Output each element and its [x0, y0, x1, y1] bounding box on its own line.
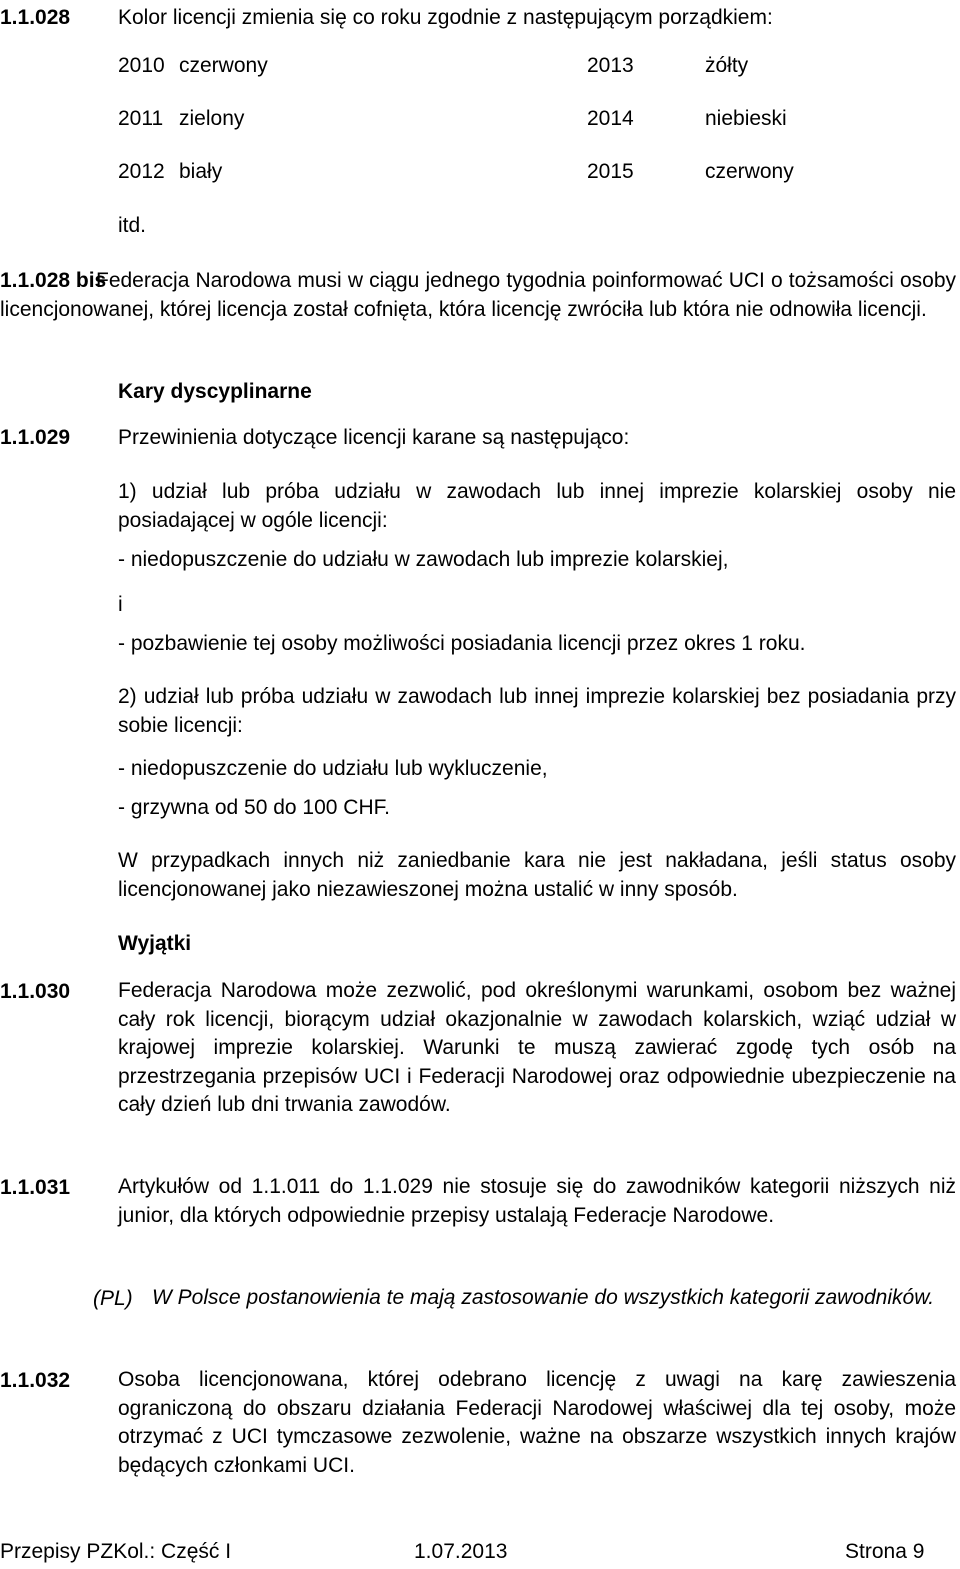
- color-year: 2012: [118, 160, 165, 183]
- color-year: 2010: [118, 54, 165, 77]
- article-number-1032: 1.1.032: [0, 1369, 71, 1392]
- article-number-1031: 1.1.031: [0, 1176, 71, 1199]
- color-year: 2011: [118, 107, 164, 130]
- color-year: 2015: [587, 160, 634, 183]
- article-number-1028: 1.1.028: [0, 6, 71, 29]
- penalty-point-2a: - niedopuszczenie do udziału lub wykluczenie,: [118, 757, 548, 780]
- color-name: niebieski: [705, 107, 787, 130]
- color-year: 2013: [587, 54, 634, 77]
- etc-text: itd.: [118, 214, 147, 237]
- color-name: czerwony: [179, 54, 268, 77]
- article-number-1029: 1.1.029: [0, 426, 71, 449]
- color-year: 2014: [587, 107, 634, 130]
- section-heading-wyjatki: Wyjątki: [118, 932, 192, 955]
- penalty-point-2: 2) udział lub próba udziału w zawodach lub innej imprezie kolarskiej bez posiadania przy sobie licencji:: [118, 685, 956, 737]
- article-text-1028-bis-content: Federacja Narodowa musi w ciągu jednego tygodnia poinformować UCI o tożsamości osoby licencjonowanej, której licencja został cofnięta, która licencję zwróciła lub która nie odnowiła licencji.: [0, 269, 956, 321]
- article-text-1028: Kolor licencji zmienia się co roku zgodnie z następującym porządkiem:: [118, 6, 773, 29]
- penalty-point-1b: - pozbawienie tej osoby możliwości posiadania licencji przez okres 1 roku.: [118, 632, 806, 655]
- article-text-1028-bis: [0, 267, 956, 324]
- article-number-1028-bis: 1.1.028 bis: [0, 269, 107, 292]
- pl-note: W Polsce postanowienia te mają zastosowanie do wszystkich kategorii zawodników.: [152, 1286, 935, 1309]
- footer-date: 1.07.2013: [414, 1540, 508, 1563]
- footer-page-number: Strona 9: [845, 1540, 925, 1563]
- color-name: zielony: [179, 107, 245, 130]
- article-text-1032: Osoba licencjonowana, której odebrano licencję z uwagi na karę zawieszenia ograniczoną do obszaru działania Federacji Narodowej właściwej dla tej osoby, może otrzymać z UCI tymczasowe zezwolenie, ważne na obszarze wszystkich innych krajów będących członkami UCI.: [118, 1368, 956, 1477]
- color-name: biały: [179, 160, 223, 183]
- penalty-conjunction: i: [118, 593, 123, 616]
- color-name: czerwony: [705, 160, 794, 183]
- penalty-point-1: 1) udział lub próba udziału w zawodach lub innej imprezie kolarskiej osoby nie posiadającej w ogóle licencji:: [118, 480, 956, 532]
- article-number-1030: 1.1.030: [0, 980, 71, 1003]
- footer-title: Przepisy PZKol.: Część I: [0, 1540, 232, 1563]
- color-name: żółty: [705, 54, 749, 77]
- article-text-1031: Artykułów od 1.1.011 do 1.1.029 nie stosuje się do zawodników kategorii niższych niż junior, dla których odpowiednie przepisy ustalają Federacje Narodowe.: [118, 1175, 956, 1227]
- section-heading-kary: Kary dyscyplinarne: [118, 380, 312, 403]
- pl-tag: (PL): [93, 1287, 133, 1310]
- penalty-note: W przypadkach innych niż zaniedbanie kara nie jest nakładana, jeśli status osoby licencjonowanej jako niezawieszonej można ustalić w inny sposób.: [118, 849, 956, 901]
- penalty-point-2b: - grzywna od 50 do 100 CHF.: [118, 796, 390, 819]
- article-text-1029: Przewinienia dotyczące licencji karane są następująco:: [118, 426, 630, 449]
- penalty-point-1a: - niedopuszczenie do udziału w zawodach lub imprezie kolarskiej,: [118, 548, 729, 571]
- article-text-1030: Federacja Narodowa może zezwolić, pod określonymi warunkami, osobom bez ważnej cały rok licencji, biorącym udział okazjonalnie w zawodach kolarskich, wziąć udział w krajowej imprezie kolarskiej. Warunki te muszą zawierać zgodę tych osób na przestrzegania przepisów UCI i Federacji Narodowej oraz odpowiednie ubezpieczenie na cały dzień lub dni trwania zawodów.: [118, 979, 956, 1116]
